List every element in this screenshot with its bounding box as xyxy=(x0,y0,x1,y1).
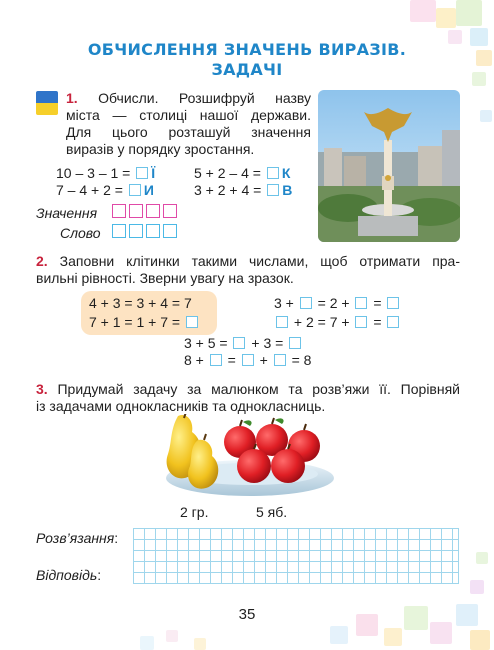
task1-line-1: 1. Обчисли. Розшифруй назву xyxy=(66,90,311,106)
task1-line-3: Для цього розташуй значення xyxy=(66,124,311,140)
answer-box[interactable] xyxy=(300,297,312,309)
word-cell[interactable] xyxy=(146,224,160,238)
value-cell[interactable] xyxy=(129,204,143,218)
answer-box[interactable] xyxy=(186,316,198,328)
answer-box[interactable] xyxy=(267,184,279,196)
fruit-plate-illustration xyxy=(164,414,336,500)
value-cell[interactable] xyxy=(112,204,126,218)
task3-number: 3. xyxy=(36,381,48,397)
values-cells xyxy=(112,204,177,218)
pears-caption: 2 гр. xyxy=(180,504,209,520)
page-title xyxy=(0,40,494,80)
solution-answer-grid[interactable] xyxy=(133,528,459,584)
task1-number: 1. xyxy=(66,90,78,106)
answer-box[interactable] xyxy=(289,337,301,349)
task3-line-2: із задачами однокласників та однокласниць. xyxy=(36,398,326,414)
answer-box[interactable] xyxy=(233,337,245,349)
value-cell[interactable] xyxy=(146,204,160,218)
task2-equation-d: 8 + = + = 8 xyxy=(184,352,312,368)
answer-box[interactable] xyxy=(136,167,148,179)
apples-caption: 5 яб. xyxy=(256,504,288,520)
answer-box[interactable] xyxy=(210,354,222,366)
task1-equation-1: 10 – 3 – 1 = Ї xyxy=(56,165,156,181)
answer-box[interactable] xyxy=(274,354,286,366)
task2-equation-a: 3 + = 2 + = xyxy=(274,295,401,312)
word-cell[interactable] xyxy=(129,224,143,238)
answer-box[interactable] xyxy=(387,316,399,328)
task2-line-2: вильні рівності. Зверни увагу на зразок. xyxy=(36,270,294,286)
task2-line-1: 2. Заповни клітинки такими числами, щоб отримати пра- xyxy=(36,253,461,269)
solution-label: Розв’язання: xyxy=(36,530,119,546)
word-label: Слово xyxy=(60,225,101,241)
task1-line-2: міста — столиці нашої держави. xyxy=(66,107,311,123)
word-cell[interactable] xyxy=(112,224,126,238)
sample-equation-2: 7 + 1 = 1 + 7 = xyxy=(89,314,200,331)
task1-equation-4: 3 + 2 + 4 = В xyxy=(194,182,293,198)
answer-box[interactable] xyxy=(267,167,279,179)
ukraine-flag-icon xyxy=(36,91,58,115)
task1-equation-2: 5 + 2 – 4 = К xyxy=(194,165,291,181)
answer-box[interactable] xyxy=(276,316,288,328)
task1-line-4: виразів у порядку зростання. xyxy=(66,141,255,157)
value-cell[interactable] xyxy=(163,204,177,218)
task1-equation-3: 7 – 4 + 2 = И xyxy=(56,182,154,198)
task3-line-1: 3. Придумай задачу за малюнком та розв’яжи її. Порівняй xyxy=(36,381,460,397)
answer-box[interactable] xyxy=(242,354,254,366)
task2-equation-c: 3 + 5 = + 3 = xyxy=(184,335,303,352)
task2-number: 2. xyxy=(36,253,48,269)
kyiv-independence-monument-photo xyxy=(318,90,460,242)
answer-box[interactable] xyxy=(355,297,367,309)
task2-equation-b: + 2 = 7 + = xyxy=(274,314,401,331)
answer-box[interactable] xyxy=(355,316,367,328)
answer-box[interactable] xyxy=(129,184,141,196)
title-line-1: ОБЧИСЛЕННЯ ЗНАЧЕНЬ ВИРАЗІВ. xyxy=(87,40,407,59)
answer-label: Відповідь: xyxy=(36,567,102,583)
values-label: Значення xyxy=(36,205,98,221)
sample-equation-1: 4 + 3 = 3 + 4 = 7 xyxy=(89,295,192,311)
word-cells xyxy=(112,224,177,238)
word-cell[interactable] xyxy=(163,224,177,238)
title-line-2: ЗАДАЧІ xyxy=(211,60,283,79)
page-number: 35 xyxy=(238,606,256,623)
answer-box[interactable] xyxy=(387,297,399,309)
